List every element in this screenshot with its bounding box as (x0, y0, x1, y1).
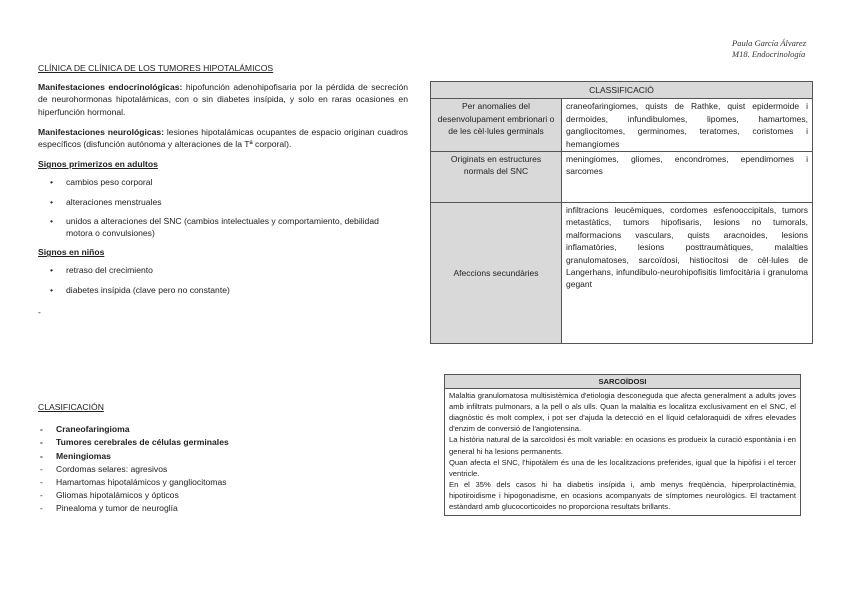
endocrine-paragraph (38, 81, 408, 118)
list-item: • retraso del crecimiento (66, 264, 408, 276)
clasificacion-section (38, 401, 408, 516)
row-text: craneofaringiomes, quists de Rathke, quist epidermoide i dermoides, infundibulomes, lipomes, hamartomes, gangliocitomes, germinomes, teratomes, coristomes i hemangiomes (562, 99, 813, 152)
author-name: Paula García Álvarez (732, 38, 806, 48)
clinica-section (38, 62, 408, 318)
row-label: Afeccions secundàries (431, 203, 562, 344)
neuro-paragraph (38, 126, 408, 150)
sarcoidosi-paragraph: La història natural de la sarcoïdosi és molt variable: en ocasions es produeix la curació espontània i en general hi ha lesions permanents. (449, 435, 796, 456)
row-text: meningiomes, gliomes, encondromes, ependimomes i sarcomes (562, 152, 813, 203)
list-item: - Tumores cerebrales de células germinales (56, 436, 408, 448)
list-item: • diabetes insípida (clave pero no constante) (66, 284, 408, 296)
stray-dash: - (38, 306, 41, 317)
row-label: Per anomalies del desenvolupament embrionari o de les cèl·lules germinals (431, 99, 562, 152)
author-block (732, 38, 806, 60)
list-item: - Meningiomas (56, 450, 408, 462)
table-header: CLASSIFICACIÓ (431, 82, 813, 99)
list-item: • alteraciones menstruales (66, 196, 408, 208)
neuro-label: Manifestaciones neurológicas: (38, 126, 165, 137)
classificacio-table (430, 81, 813, 344)
clasificacion-title: CLASIFICACIÓN (38, 402, 104, 412)
adults-list (38, 176, 408, 239)
section-title: CLÍNICA DE CLÍNICA DE LOS TUMORES HIPOTALÁMICOS (38, 63, 274, 73)
adults-title: Signos primerizos en adultos (38, 159, 158, 170)
list-item: • cambios peso corporal (66, 176, 408, 188)
list-item: - Pinealoma y tumor de neuroglía (56, 502, 408, 514)
sarcoidosi-paragraph: Quan afecta el SNC, l'hipotàlem és una de les localitzacions preferides, igual que la hipòfisi i el tercer ventricle. (449, 457, 796, 478)
table-row (431, 152, 813, 203)
sarcoidosi-paragraph: Malaltia granulomatosa multisistèmica d'etiologia desconeguda que afecta generalment a adults joves amb infiltrats pulmonars, a la pell o als ulls. Quan la malaltia es localitza exclusivament en el SNC, el diagnòstic és molt complex, i pot ser d'ajuda la detecció en el líquid cefaloraquidi de xifres elevades d'enzim de conversió de l'angiotensina. (449, 391, 796, 434)
list-item: - Gliomas hipotalámicos y ópticos (56, 489, 408, 501)
list-item: - Hamartomas hipotalámicos y gangliocitomas (56, 476, 408, 488)
children-title: Signos en niños (38, 247, 105, 258)
author-course: M18. Endocrinología (732, 49, 806, 59)
sarcoidosi-body (445, 389, 800, 515)
row-label: Originats en estructures normals del SNC (431, 152, 562, 203)
row-text: infiltracions leucèmiques, cordomes esfenooccipitals, tumors metastàtics, tumors hipofisaris, lesions no tumorals, malformacions vasculars, quists aracnoides, lesions inflamatòries, lesions posttraumàtiques, malalties granulomatoses, sarcoïdosi, histiocitosi de cèl·lules de Langerhans, infundibulo-neurohipofisitis limfocitària i granuloma gegant (562, 203, 813, 344)
sarcoidosi-header: SARCOÏDOSI (445, 375, 800, 389)
endocrine-text: hipofunción adenohipofisaria por la pérdida de secreción de neurohormonas hipotalámicas, con o sin diabetes insípida, y solo en raras ocasiones en hiperfunción hormonal. (38, 82, 408, 117)
list-item: • unidos a alteraciones del SNC (cambios intelectuales y comportamiento, debilidad motora o convulsiones) (66, 215, 408, 239)
list-item: - Cordomas selares: agresivos (56, 463, 408, 475)
sarcoidosi-paragraph: En el 35% dels casos hi ha diabetis insípida i, amb menys freqüència, hiperprolactinèmia, hipotiroidisme i hipogonadisme, en ocasions acompanyats de símptomes neurològics. El tractament estàndard amb glucocorticoides no proporciona resultats brillants. (449, 479, 796, 512)
list-item: - Craneofaringioma (56, 423, 408, 435)
sarcoidosi-box (444, 374, 801, 516)
endocrine-label: Manifestaciones endocrinológicas: (38, 82, 183, 93)
table-row (431, 203, 813, 344)
neuro-text: lesiones hipotalámicas ocupantes de espacio originan cuadros específicos (disfunción autónoma y alteraciones de la Tª corporal). (38, 126, 408, 150)
clasificacion-list (38, 423, 408, 514)
table-row (431, 99, 813, 152)
children-list (38, 264, 408, 295)
